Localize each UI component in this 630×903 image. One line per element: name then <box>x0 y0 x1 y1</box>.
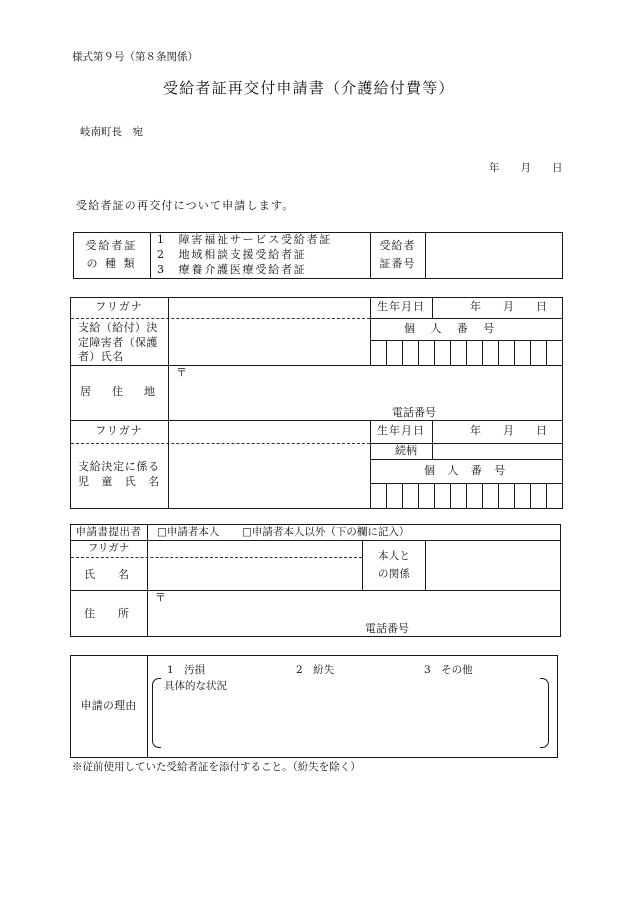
row-rule <box>370 459 562 460</box>
recipient-address-label: 居 住 地 <box>80 385 160 398</box>
recipient-individual-number-label: 個 人 番 号 <box>404 322 497 335</box>
postal-mark-icon: 〒 <box>176 366 187 379</box>
applicant-phone-label: 電話番号 <box>365 622 409 635</box>
certificate-type-option: 3 療養介護医療受給者証 <box>157 263 307 276</box>
recipient-individual-number-boxes <box>370 340 562 365</box>
individual-number-digit-box <box>434 340 450 365</box>
individual-number-digit-box <box>514 340 530 365</box>
certificate-type-option: 1 障害福祉サービス受給者証 <box>157 233 333 246</box>
postal-mark-icon: 〒 <box>155 591 166 604</box>
addressee: 岐南町長 宛 <box>80 126 143 138</box>
applicant-name-field <box>148 541 361 589</box>
individual-number-digit-box <box>370 340 386 365</box>
child-name-label: 支給決定に係る <box>78 460 160 473</box>
recipient-birthdate-label: 生年月日 <box>377 300 425 313</box>
individual-number-digit-box <box>530 483 546 508</box>
form-number: 様式第９号（第８条関係） <box>72 51 198 63</box>
submitter-option-self: □申請者本人 <box>157 526 220 538</box>
certificate-type-option: 2 地域相談支援受給者証 <box>157 248 307 261</box>
child-relationship-label: 続柄 <box>395 444 417 457</box>
reason-label: 申請の理由 <box>80 699 137 712</box>
individual-number-digit-box <box>482 483 498 508</box>
column-rule <box>147 655 148 757</box>
individual-number-digit-box <box>386 340 402 365</box>
individual-number-digit-box <box>514 483 530 508</box>
child-birthdate-label: 生年月日 <box>377 424 425 437</box>
recipient-name-label: 定障害者（保護 <box>78 336 158 349</box>
applicant-address-label: 住 所 <box>84 607 135 620</box>
individual-number-digit-box <box>530 340 546 365</box>
page-title: 受給者証再交付申請書（介護給付費等） <box>163 79 455 97</box>
submitter-label: 申請書提出者 <box>75 526 142 538</box>
individual-number-digit-box <box>466 340 482 365</box>
intro-statement: 受給者証の再交付について申請します。 <box>76 199 295 212</box>
individual-number-digit-box <box>450 340 466 365</box>
left-bracket-icon <box>152 678 161 748</box>
individual-number-digit-box <box>466 483 482 508</box>
recipient-name-label: 支給（給付）決 <box>78 321 158 334</box>
footnote: ※従前使用していた受給者証を添付すること。（紛失を除く） <box>72 761 361 773</box>
individual-number-digit-box <box>418 340 434 365</box>
submitter-option-other: □申請者本人以外（下の欄に記入） <box>242 526 410 538</box>
individual-number-digit-box <box>402 483 418 508</box>
individual-number-digit-box <box>482 340 498 365</box>
child-furigana-label: フリガナ <box>95 424 143 437</box>
individual-number-digit-box <box>450 483 466 508</box>
individual-number-digit-box <box>498 483 514 508</box>
column-rule <box>150 232 151 278</box>
applicant-relation-label: 本人と <box>378 550 411 562</box>
individual-number-digit-box <box>386 483 402 508</box>
right-bracket-icon <box>540 678 549 748</box>
application-date: 年 月 日 <box>489 162 563 174</box>
applicant-name-label: 氏 名 <box>84 568 135 581</box>
certificate-type-label: の 種 類 <box>86 257 137 270</box>
certificate-number-label: 証番号 <box>379 257 416 270</box>
applicant-relation-label: の関係 <box>378 568 411 580</box>
reason-option-lost: 2 紛失 <box>296 664 335 676</box>
recipient-name-label: 者）氏名 <box>78 350 124 363</box>
recipient-name-field <box>169 319 369 364</box>
column-rule <box>432 297 433 318</box>
column-rule <box>370 232 371 278</box>
child-furigana-field <box>169 421 369 442</box>
reason-details-field <box>162 694 538 746</box>
child-individual-number-boxes <box>370 483 562 508</box>
row-rule <box>370 318 562 319</box>
child-birthdate-field: 年 月 日 <box>470 424 547 437</box>
applicant-furigana-label: フリガナ <box>87 542 130 554</box>
row-rule <box>70 590 560 591</box>
individual-number-digit-box <box>402 340 418 365</box>
recipient-furigana-field <box>169 298 369 317</box>
reason-option-soiled: 1 汚損 <box>167 664 206 676</box>
column-rule <box>432 420 433 459</box>
certificate-number-field <box>426 233 561 277</box>
individual-number-digit-box <box>418 483 434 508</box>
applicant-relation-field <box>426 541 559 589</box>
column-rule <box>362 540 363 590</box>
individual-number-digit-box <box>434 483 450 508</box>
individual-number-digit-box <box>546 340 562 365</box>
recipient-birthdate-field: 年 月 日 <box>470 300 547 313</box>
child-name-field <box>169 444 369 507</box>
child-name-label: 児 童 氏 名 <box>78 475 160 488</box>
reason-option-other: 3 その他 <box>424 664 473 676</box>
certificate-number-label: 受給者 <box>379 239 416 252</box>
individual-number-digit-box <box>546 483 562 508</box>
child-individual-number-label: 個 人 番 号 <box>424 464 506 477</box>
reason-details-label: 具体的な状況 <box>164 680 227 692</box>
row-rule <box>70 365 562 366</box>
recipient-furigana-label: フリガナ <box>95 300 143 313</box>
certificate-type-label: 受給者証 <box>85 239 138 252</box>
individual-number-digit-box <box>498 340 514 365</box>
recipient-phone-label: 電話番号 <box>392 406 436 419</box>
individual-number-digit-box <box>370 483 386 508</box>
